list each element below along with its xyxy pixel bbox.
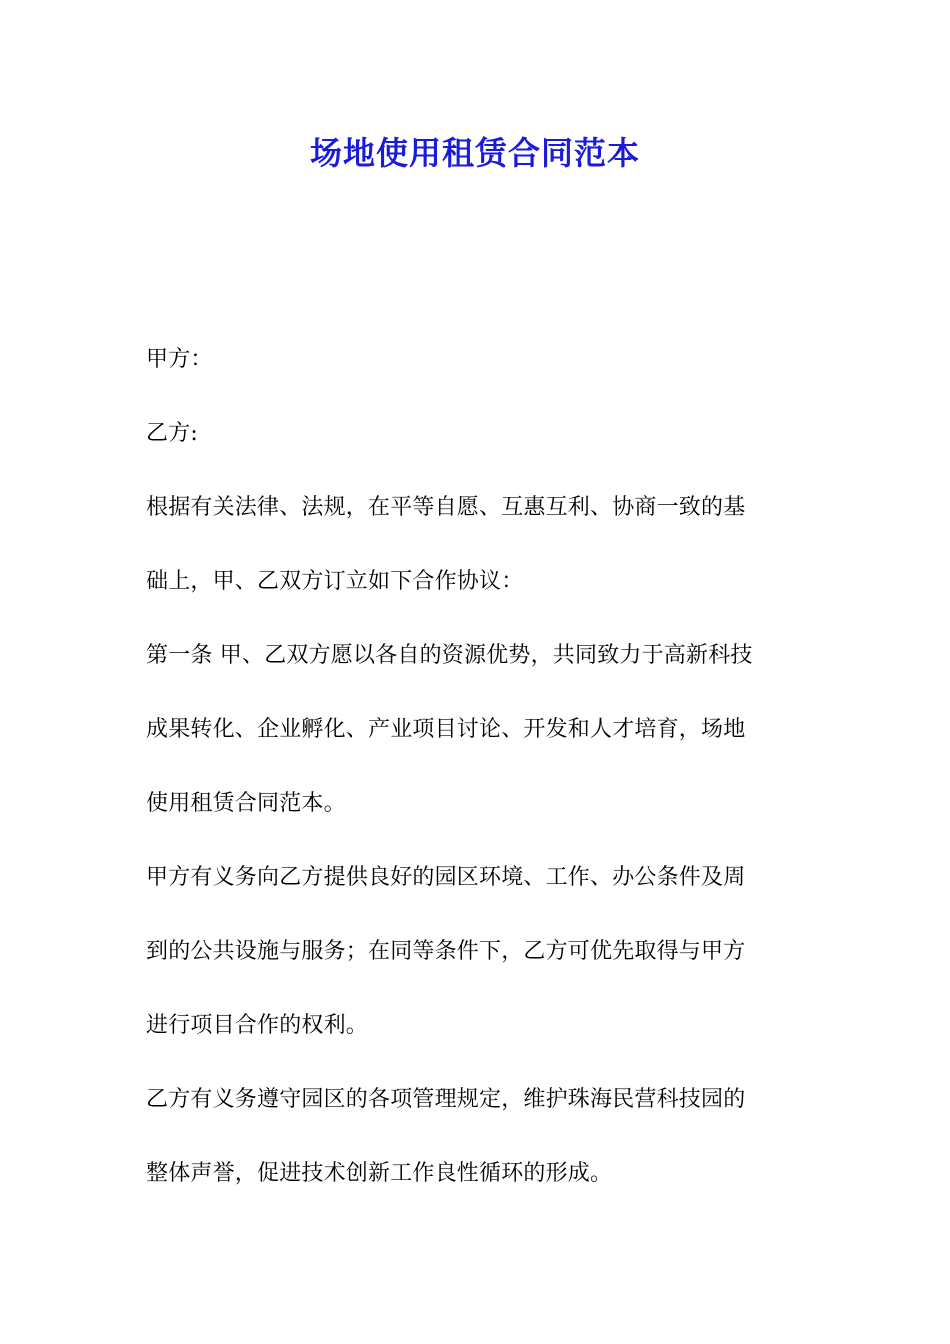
paragraph-line: 整体声誉，促进技术创新工作良性循环的形成。 [146,1161,613,1186]
paragraph-line: 进行项目合作的权利。 [146,1013,369,1038]
document-title: 场地使用租赁合同范本 [309,134,640,172]
party-b-line: 乙方: [146,421,199,446]
paragraph-line: 成果转化、企业孵化、产业项目讨论、开发和人才培育，场地 [146,717,746,742]
document-body [146,338,810,1226]
paragraph-line: 乙方有义务遵守园区的各项管理规定，维护珠海民营科技园的 [146,1087,746,1112]
paragraph-line: 使用租赁合同范本。 [146,791,346,816]
paragraph-line: 到的公共设施与服务；在同等条件下，乙方可优先取得与甲方 [146,939,746,964]
paragraph-line: 甲方有义务向乙方提供良好的园区环境、工作、办公条件及周 [146,865,746,890]
paragraph-line: 第一条 甲、乙双方愿以各自的资源优势，共同致力于高新科技 [146,643,753,668]
paragraph-line: 础上，甲、乙双方订立如下合作协议： [146,569,524,594]
paragraph-line: 根据有关法律、法规，在平等自愿、互惠互利、协商一致的基 [146,495,746,520]
party-a-line: 甲方： [146,347,213,372]
